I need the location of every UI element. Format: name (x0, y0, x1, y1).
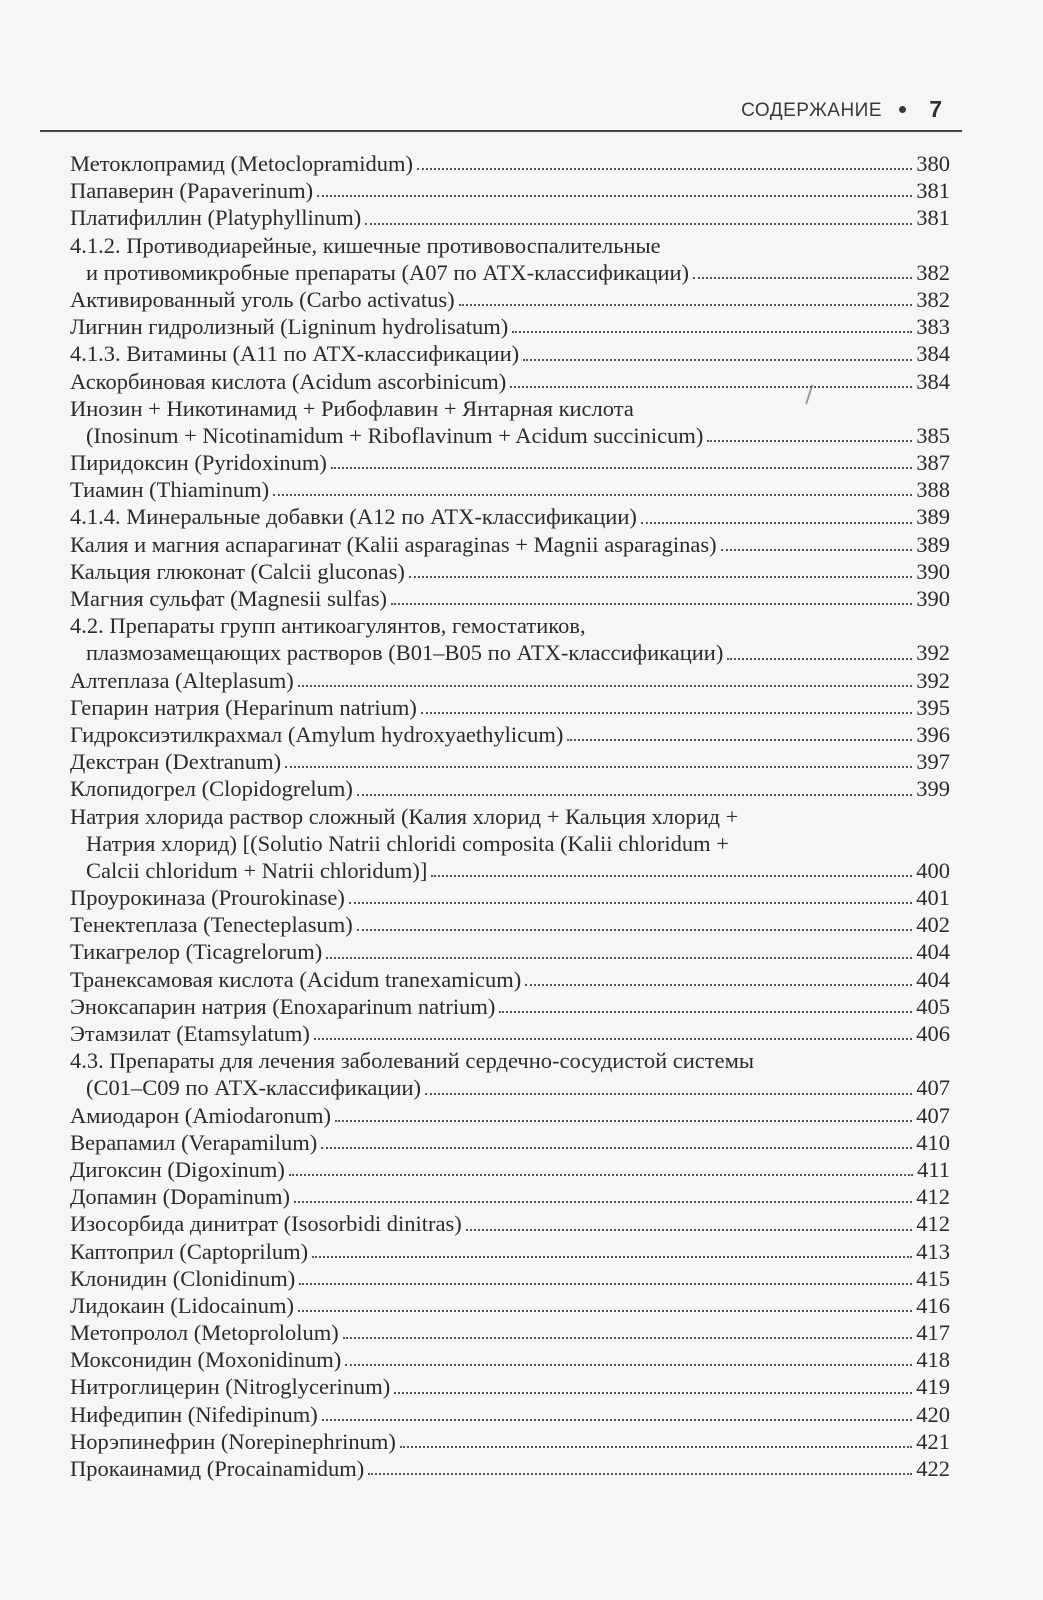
toc-entry-title: 4.1.2. Противодиарейные, кишечные противовоспалительные (70, 232, 661, 258)
dot-leader (299, 1283, 912, 1285)
toc-entry-title: Проурокиназа (Prourokinase) (70, 885, 345, 911)
toc-entry-title: Аскорбиновая кислота (Acidum ascorbinicum) (70, 368, 507, 394)
toc-page-number: 390 (916, 558, 950, 584)
page-number: 7 (929, 96, 942, 122)
toc-entry-line (70, 585, 950, 612)
toc-page-number: 397 (916, 749, 950, 775)
toc-entry-line (70, 966, 950, 993)
dot-leader (417, 168, 912, 170)
toc-page-number: 421 (916, 1428, 950, 1454)
toc-page-number: 422 (916, 1456, 950, 1481)
toc-page-number: 405 (916, 993, 950, 1019)
toc-page-number: 382 (916, 286, 950, 312)
toc-entry-line (70, 612, 950, 639)
page-header (40, 92, 962, 132)
toc-entry-line (70, 476, 950, 503)
dot-leader (391, 603, 912, 605)
toc-page-number: 396 (916, 721, 950, 747)
toc-entry-line (70, 340, 950, 367)
toc-page-number: 407 (916, 1075, 950, 1101)
toc-entry-title: Активированный уголь (Carbo activatus) (70, 286, 455, 312)
toc-entry-title: Лидокаин (Lidocainum) (70, 1292, 294, 1318)
dot-leader (512, 331, 912, 333)
dot-leader (349, 902, 912, 904)
toc-entry-line (70, 204, 950, 231)
toc-entry-title: Calcii chloridum + Natrii chloridum)] (86, 857, 428, 883)
dot-leader (499, 1011, 912, 1013)
toc-entry-line (70, 286, 950, 313)
toc-entry-title: Амиодарон (Amiodaronum) (70, 1102, 331, 1128)
toc-page-number: 416 (916, 1292, 950, 1318)
dot-leader (368, 1473, 912, 1475)
toc-page-number: 404 (916, 939, 950, 965)
toc-entry-line (70, 1238, 950, 1265)
toc-page-number: 383 (916, 314, 950, 340)
toc-entry-line (70, 775, 950, 802)
toc-entry-title: Нифедипин (Nifedipinum) (70, 1401, 318, 1427)
toc-entry-title: Натрия хлорида раствор сложный (Калия хлорид + Кальция хлорид + (70, 803, 739, 829)
toc-page-number: 390 (916, 586, 950, 611)
dot-leader (409, 576, 912, 578)
toc-entry-line (70, 449, 950, 476)
toc-entry-title: Пиридоксин (Pyridoxinum) (70, 450, 327, 476)
toc-entry-line (70, 1319, 950, 1346)
dot-leader (365, 223, 912, 225)
toc-page-number: 387 (916, 450, 950, 476)
toc-entry-title: Клопидогрел (Clopidogrelum) (70, 776, 353, 802)
dot-leader (298, 1310, 912, 1312)
dot-leader (707, 440, 912, 442)
toc-entry-line (70, 395, 950, 422)
toc-entry-line (70, 1020, 950, 1047)
toc-entry-title: 4.1.3. Витамины (А11 по АТХ-классификации) (70, 341, 520, 367)
toc-entry-title: Метоклопрамид (Metoclopramidum) (70, 151, 413, 176)
toc-entry-line (70, 748, 950, 775)
toc-entry-title: Декстран (Dextranum) (70, 749, 282, 775)
toc-entry-line (70, 1074, 950, 1101)
toc-page-number: 385 (916, 422, 950, 448)
toc-entry-line (70, 1183, 950, 1210)
toc-entry-title: (С01–С09 по АТХ-классификации) (86, 1075, 422, 1101)
toc-entry-line (70, 1047, 950, 1074)
toc-entry-title: Дигоксин (Digoxinum) (70, 1156, 285, 1182)
dot-leader (322, 1419, 912, 1421)
toc-entry-title: плазмозамещающих растворов (В01–В05 по АТХ-классификации) (86, 640, 724, 666)
toc-entry-title: Каптоприл (Captoprilum) (70, 1238, 309, 1264)
toc-entry-line (70, 1210, 950, 1237)
dot-leader (289, 1174, 913, 1176)
toc-entry-title: Метопролол (Metoprololum) (70, 1320, 339, 1346)
toc-entry-title: Калия и магния аспарагинат (Kalii asparaginas + Magnii asparaginas) (70, 531, 717, 557)
toc-entry-line (70, 667, 950, 694)
dot-leader (641, 522, 912, 524)
toc-entry-title: (Inosinum + Nicotinamidum + Riboflavinum + Acidum succinicum) (86, 422, 704, 448)
toc-entry-title: Гидроксиэтилкрахмал (Amylum hydroxyaethylicum) (70, 721, 564, 747)
dot-leader (273, 494, 912, 496)
dot-leader (394, 1392, 912, 1394)
toc-page-number: 380 (916, 151, 950, 176)
dot-leader (400, 1446, 912, 1448)
toc-page-number: 420 (916, 1401, 950, 1427)
toc-entry-title: Изосорбида динитрат (Isosorbidi dinitras) (70, 1211, 462, 1237)
toc-entry-title: Платифиллин (Platyphyllinum) (70, 205, 362, 231)
toc-entry-title: Транексамовая кислота (Acidum tranexamicum) (70, 966, 522, 992)
toc-page-number: 415 (916, 1265, 950, 1291)
bullet-icon (899, 106, 906, 113)
toc-entry-title: Папаверин (Papaverinum) (70, 178, 314, 204)
toc-page-number: 404 (916, 966, 950, 992)
toc-entry-title: Тиамин (Thiaminum) (70, 477, 270, 503)
dot-leader (567, 739, 912, 741)
toc-page-number: 389 (916, 531, 950, 557)
toc-page-number: 382 (916, 259, 950, 285)
toc-entry-line (70, 558, 950, 585)
dot-leader (459, 304, 913, 306)
dot-leader (317, 195, 912, 197)
toc-entry-line (70, 1129, 950, 1156)
toc-page-number: 400 (916, 857, 950, 883)
dot-leader (693, 277, 912, 279)
toc-entry-line (70, 1455, 950, 1482)
toc-entry-title: Натрия хлорид) [(Solutio Natrii chloridi composita (Kalii chloridum + (86, 830, 729, 856)
toc-page-number: 384 (916, 368, 950, 394)
toc-entry-title: 4.3. Препараты для лечения заболеваний сердечно-сосудистой системы (70, 1048, 754, 1074)
toc-page-number: 410 (916, 1129, 950, 1155)
toc-page-number: 389 (916, 504, 950, 530)
toc-entry-title: Кальция глюконат (Calcii gluconas) (70, 558, 405, 584)
toc-entry-title: Тенектеплаза (Tenecteplasum) (70, 912, 353, 938)
toc-entry-title: Магния сульфат (Magnesii sulfas) (70, 586, 387, 611)
dot-leader (525, 984, 912, 986)
toc-page-number: 381 (916, 178, 950, 204)
toc-page-number: 417 (916, 1320, 950, 1346)
dot-leader (298, 685, 912, 687)
toc-entry-title: 4.2. Препараты групп антикоагулянтов, гемостатиков, (70, 613, 586, 639)
toc-page-number: 418 (916, 1347, 950, 1373)
toc-entry-title: Прокаинамид (Procainamidum) (70, 1456, 365, 1481)
toc-entry-title: Норэпинефрин (Norepinephrinum) (70, 1428, 396, 1454)
toc-entry-title: Верапамил (Verapamilum) (70, 1129, 318, 1155)
toc-entry-title: Тикагрелор (Ticagrelorum) (70, 939, 323, 965)
toc-entry-line (70, 503, 950, 530)
dot-leader (312, 1256, 912, 1258)
toc-page-number: 402 (916, 912, 950, 938)
toc-entry-line (70, 639, 950, 666)
toc-entry-title: Этамзилат (Etamsylatum) (70, 1021, 310, 1046)
toc-entry-line (70, 1265, 950, 1292)
toc-entry-line (70, 830, 950, 857)
toc-page-number: 413 (916, 1238, 950, 1264)
header-rule (40, 130, 962, 132)
toc-page-number: 388 (916, 477, 950, 503)
toc-entry-line (70, 1156, 950, 1183)
toc-entry-line (70, 1102, 950, 1129)
toc-page-number: 392 (916, 667, 950, 693)
toc-page-number: 412 (916, 1211, 950, 1237)
dot-leader (466, 1229, 913, 1231)
toc-entry-title: Моксонидин (Moxonidinum) (70, 1347, 342, 1373)
toc-entry-title: Гепарин натрия (Heparinum natrium) (70, 694, 417, 720)
toc-page-number: 399 (916, 776, 950, 802)
toc-entry-title: Алтеплаза (Alteplasum) (70, 667, 294, 693)
toc-entry-line (70, 422, 950, 449)
dot-leader (357, 794, 912, 796)
toc-page-number: 384 (916, 341, 950, 367)
running-title: СОДЕРЖАНИЕ (741, 100, 882, 121)
toc-entry-line (70, 993, 950, 1020)
toc-entry-title: 4.1.4. Минеральные добавки (А12 по АТХ-классификации) (70, 504, 637, 530)
dot-leader (357, 929, 913, 931)
toc-entry-line (70, 313, 950, 340)
toc-entry-title: Лигнин гидролизный (Ligninum hydrolisatum) (70, 314, 509, 340)
toc-entry-line (70, 1401, 950, 1428)
toc-entry-line (70, 531, 950, 558)
dot-leader (727, 658, 912, 660)
dot-leader (523, 359, 912, 361)
toc-entry-line (70, 803, 950, 830)
dot-leader (431, 875, 912, 877)
toc-page-number: 401 (916, 885, 950, 911)
toc-entry-line (70, 1373, 950, 1400)
toc-page-number: 381 (916, 205, 950, 231)
toc-page-number: 419 (916, 1374, 950, 1400)
dot-leader (321, 1147, 912, 1149)
dot-leader (285, 766, 912, 768)
toc-entry-title: Инозин + Никотинамид + Рибофлавин + Янтарная кислота (70, 395, 634, 421)
dot-leader (314, 1038, 912, 1040)
toc-entry-line (70, 150, 950, 177)
table-of-contents (70, 150, 950, 1482)
dot-leader (721, 549, 913, 551)
toc-entry-line (70, 1292, 950, 1319)
toc-entry-line (70, 368, 950, 395)
toc-entry-line (70, 232, 950, 259)
toc-page-number: 392 (916, 640, 950, 666)
toc-page-number: 406 (916, 1021, 950, 1046)
toc-entry-line (70, 884, 950, 911)
dot-leader (326, 957, 912, 959)
toc-page-number: 412 (916, 1184, 950, 1210)
dot-leader (343, 1337, 913, 1339)
toc-entry-title: Клонидин (Clonidinum) (70, 1265, 296, 1291)
toc-entry-title: и противомикробные препараты (А07 по АТХ-классификации) (86, 259, 690, 285)
toc-entry-line (70, 938, 950, 965)
dot-leader (510, 386, 912, 388)
toc-entry-line (70, 911, 950, 938)
toc-entry-line (70, 1346, 950, 1373)
dot-leader (421, 712, 912, 714)
toc-entry-title: Нитроглицерин (Nitroglycerinum) (70, 1374, 391, 1400)
dot-leader (335, 1120, 912, 1122)
toc-page-number: 411 (917, 1156, 950, 1182)
toc-entry-title: Эноксапарин натрия (Enoxaparinum natrium) (70, 993, 496, 1019)
toc-page-number: 407 (916, 1102, 950, 1128)
toc-entry-line (70, 259, 950, 286)
toc-entry-line (70, 1428, 950, 1455)
dot-leader (345, 1364, 912, 1366)
toc-entry-line (70, 177, 950, 204)
toc-entry-title: Допамин (Dopaminum) (70, 1184, 291, 1210)
dot-leader (294, 1201, 912, 1203)
toc-entry-line (70, 694, 950, 721)
dot-leader (425, 1093, 912, 1095)
toc-entry-line (70, 721, 950, 748)
toc-page-number: 395 (916, 694, 950, 720)
dot-leader (331, 467, 912, 469)
toc-entry-line (70, 857, 950, 884)
